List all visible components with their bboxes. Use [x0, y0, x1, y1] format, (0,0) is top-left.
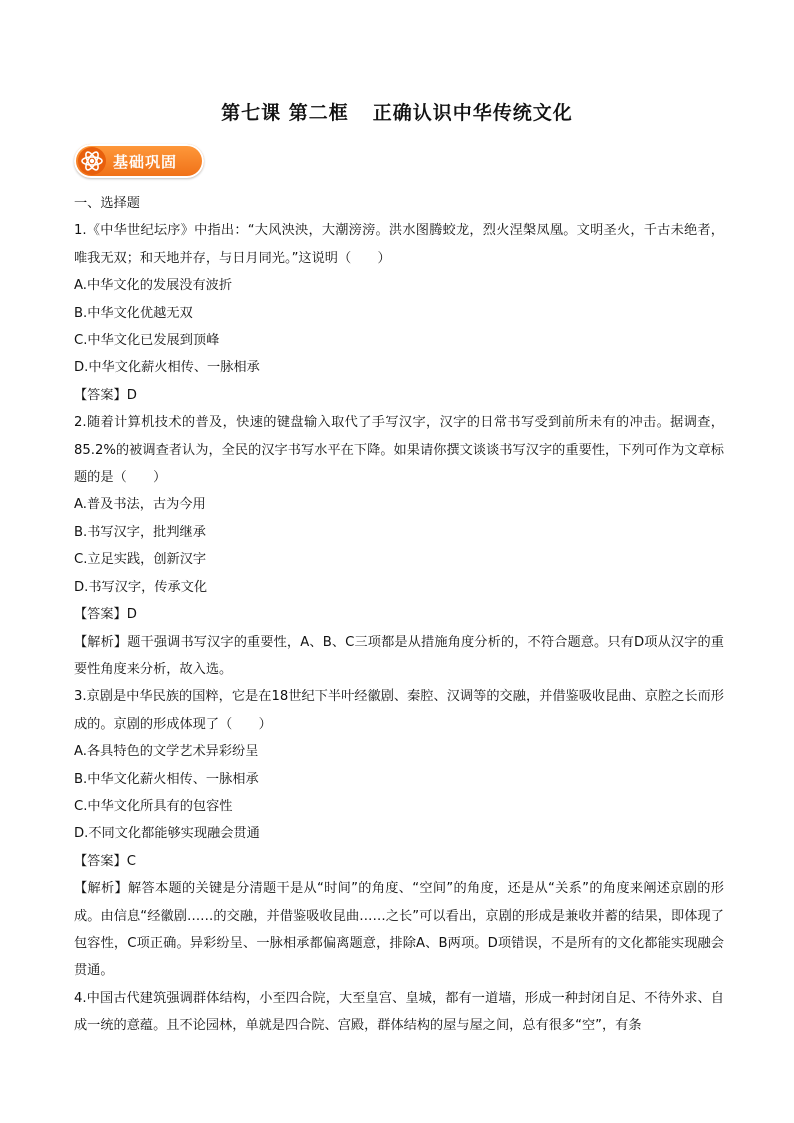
option-a: A.各具特色的文学艺术异彩纷呈	[74, 744, 259, 760]
question-content	[74, 190, 724, 1040]
answer-line	[74, 601, 724, 628]
answer-value: D	[126, 607, 137, 623]
answer-line	[74, 848, 724, 875]
atom-icon	[77, 146, 107, 176]
option-d: D.书写汉字，传承文化	[74, 579, 208, 595]
analysis-paragraph	[74, 629, 724, 684]
title-topic: 正确认识中华传统文化	[372, 102, 573, 124]
title-lesson: 第七课 第二框	[221, 102, 349, 124]
option-b: B.书写汉字，批判继承	[74, 524, 206, 540]
section-badge	[74, 144, 204, 178]
option-d: D.中华文化薪火相传、一脉相承	[74, 360, 260, 376]
page-title	[0, 98, 794, 125]
option-b: B.中华文化薪火相传、一脉相承	[74, 771, 259, 787]
question-stem: 1.《中华世纪坛序》中指出：“大风泱泱，大潮滂滂。洪水图腾蛟龙，烈火涅槃凤凰。文明圣火，千古未绝者，唯我无双；和天地并存，与日月同光。”这说明（ ）	[74, 223, 724, 266]
question-stem: 4.中国古代建筑强调群体结构，小至四合院，大至皇宫、皇城，都有一道墙，形成一种封闭自足、不待外求、自成一统的意蕴。且不论园林，单就是四合院、宫殿，群体结构的屋与屋之间，总有很多“空”，有条	[74, 990, 724, 1034]
answer-line	[74, 382, 724, 409]
answer-label: 【答案】	[74, 853, 127, 869]
analysis-text: 解答本题的关键是分清题干是从“时间”的角度、“空间”的角度，还是从“关系”的角度来阐述京剧的形成。由信息“经徽剧……的交融，并借鉴吸收昆曲……之长”可以看出，京剧的形成是兼收并蓄的结果，即体现了包容性，C项正确。异彩纷呈、一脉相承都偏离题意，排除A、B两项。D项错误，不是所有的文化都能实现融会贯通。	[74, 881, 724, 979]
analysis-paragraph	[74, 875, 724, 985]
option-c: C.中华文化已发展到顶峰	[74, 333, 220, 349]
option-a: A.中华文化的发展没有波折	[74, 278, 233, 294]
answer-value: D	[126, 387, 137, 403]
question-stem: 3.京剧是中华民族的国粹，它是在18世纪下半叶经徽剧、秦腔、汉调等的交融，并借鉴吸收昆曲、京腔之长而形成的。京剧的形成体现了（ ）	[74, 689, 724, 732]
section-heading: 一、选择题	[74, 196, 140, 211]
analysis-label: 【解析】	[74, 634, 128, 650]
answer-label: 【答案】	[74, 387, 127, 403]
option-c: C.中华文化所具有的包容性	[74, 798, 233, 814]
option-d: D.不同文化都能够实现融会贯通	[74, 826, 260, 842]
analysis-text: 题干强调书写汉字的重要性，A、B、C三项都是从措施角度分析的，不符合题意。只有D项从汉字的重要性角度来分析，故入选。	[74, 634, 724, 677]
answer-value: C	[126, 853, 136, 869]
option-c: C.立足实践，创新汉字	[74, 552, 207, 568]
question-stem: 2.随着计算机技术的普及，快速的键盘输入取代了手写汉字，汉字的日常书写受到前所未有的冲击。据调查，85.2%的被调查者认为，全民的汉字书写水平在下降。如果请你撰文谈谈书写汉字的重要性，下列可作为文章标题的是（ ）	[74, 415, 724, 486]
answer-label: 【答案】	[74, 607, 127, 623]
option-a: A.普及书法，古为今用	[74, 497, 206, 513]
analysis-label: 【解析】	[74, 881, 128, 897]
option-b: B.中华文化优越无双	[74, 305, 193, 321]
badge-label: 基础巩固	[113, 152, 178, 171]
